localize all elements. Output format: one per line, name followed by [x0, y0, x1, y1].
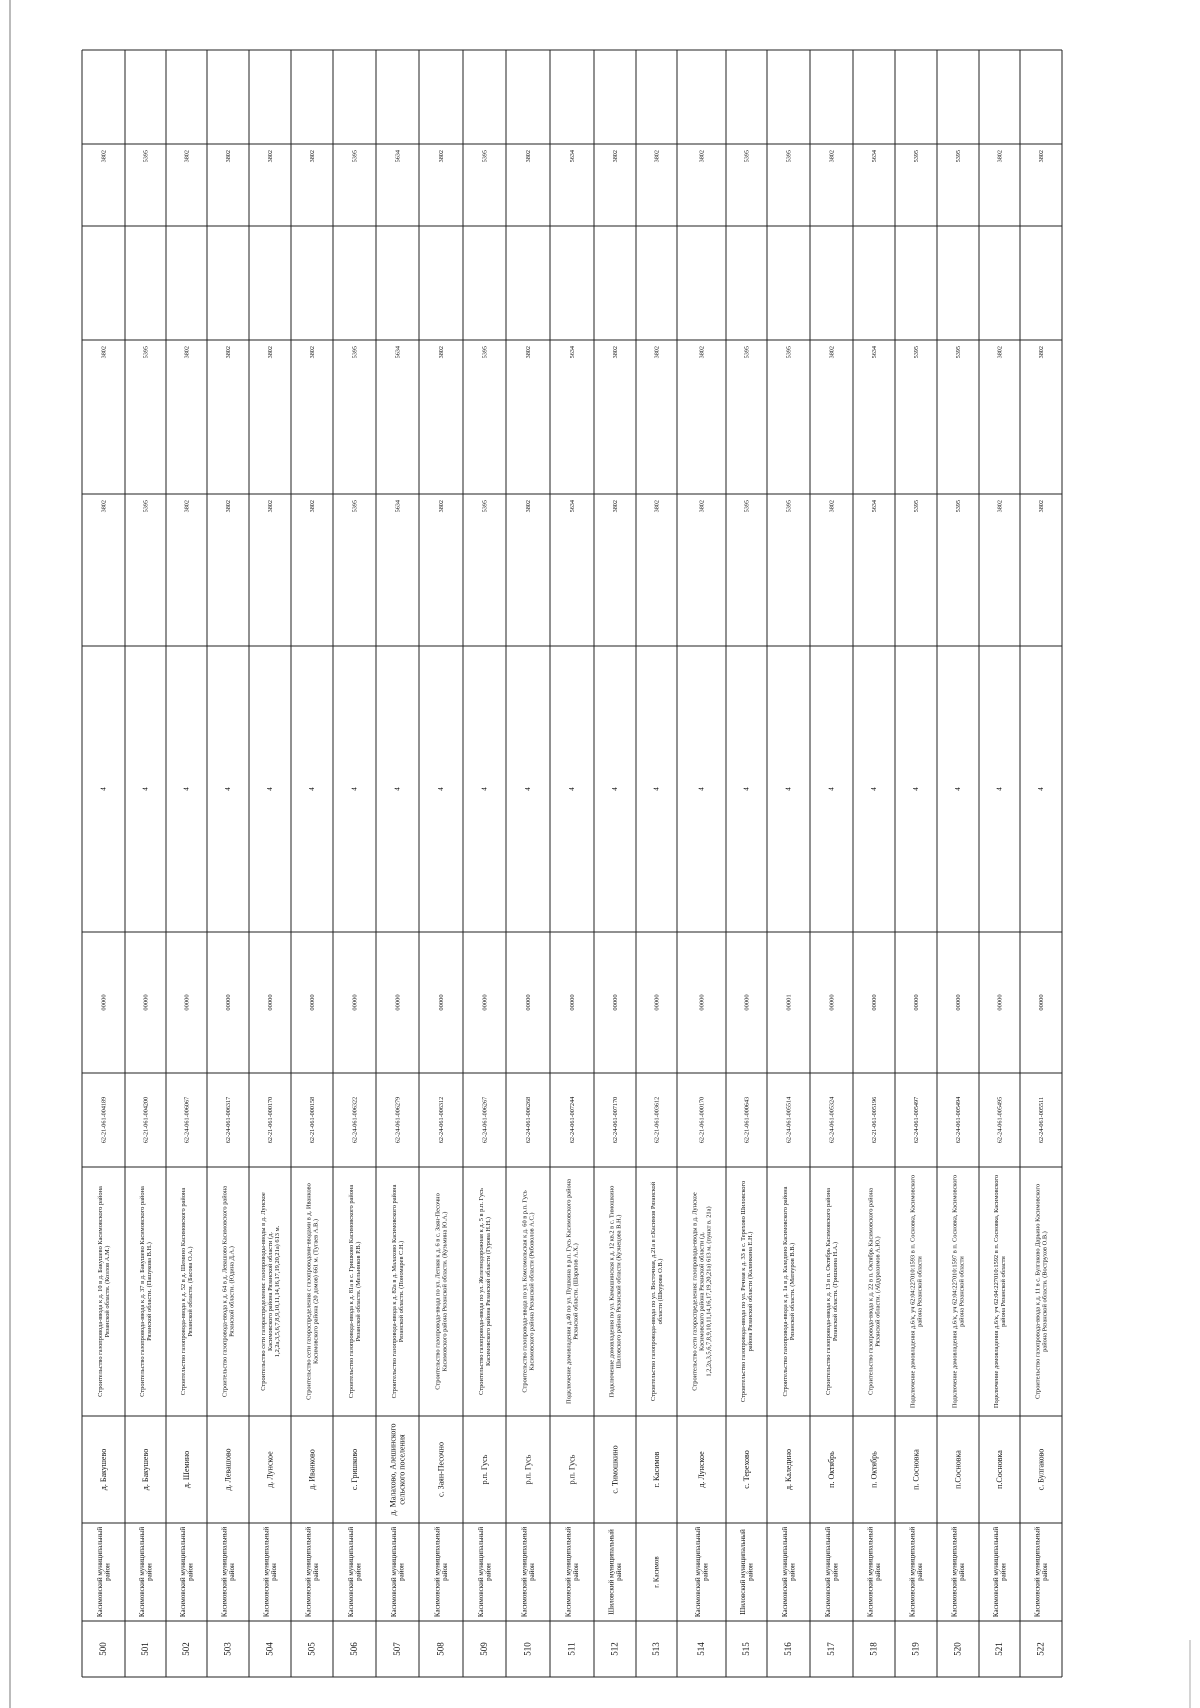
- cell-no: 519: [910, 1642, 921, 1656]
- cell-settlement: с. Тимошкино: [610, 1445, 620, 1494]
- cell-district: г. Касимов: [652, 1556, 661, 1588]
- cell-settlement: п. Октябрь: [869, 1451, 879, 1488]
- cell-no: 515: [741, 1642, 752, 1656]
- cell-code: 62-24-061-007244: [568, 1096, 576, 1144]
- cell-param: 4: [437, 787, 446, 791]
- cell-ctype: 00000: [183, 994, 191, 1011]
- cell-district: Касимовский муниципальныйрайон: [520, 1526, 536, 1618]
- cell-district: Касимовский муниципальныйрайон: [564, 1526, 580, 1618]
- cell-v2: 3802: [611, 346, 619, 359]
- cell-ctype: 00000: [437, 994, 445, 1011]
- cell-description: Строительство сети газораспределения: газопроводы-вводы в д. ЛунскоеКасимовского района Рязанской области (д.1,2,2а,3,5,6,7,8,9,10,11,14,16,17,19,20,21а) 613 м. (пункт в. 21а): [691, 1192, 713, 1391]
- cell-code: 62-24-061-006312: [437, 1096, 445, 1144]
- cell-v3: 3802: [524, 150, 532, 163]
- cell-ctype: 00000: [351, 994, 359, 1011]
- cell-settlement: д. Бакушево: [140, 1448, 150, 1491]
- cell-description: Подключение домовладения д.6/к, уч 62:04:227010:1593 в п. Сосновка, Касимовскогорайона Рязанской области: [909, 1174, 924, 1409]
- cell-v3: 3802: [828, 150, 836, 163]
- cell-v3: 5395: [785, 150, 793, 163]
- cell-description: Строительство газопровода-ввода к д. 22 в п. Октябрь Касимовского районаРязанской области. (Абдурахимов А.Ю.): [867, 1188, 882, 1395]
- cell-v3: 5634: [870, 150, 878, 163]
- cell-code: 62-21-061-000170: [698, 1096, 706, 1144]
- cell-param: 4: [480, 787, 489, 791]
- cell-district: Касимовский муниципальныйрайон: [950, 1526, 966, 1618]
- cell-param: 4: [141, 787, 150, 791]
- cell-ctype: 00000: [653, 994, 661, 1011]
- cell-v2: 5395: [912, 346, 920, 359]
- cell-no: 503: [222, 1642, 233, 1656]
- cell-v2: 3802: [308, 346, 316, 359]
- cell-v3: 5395: [912, 150, 920, 163]
- cell-no: 500: [98, 1642, 109, 1656]
- cell-v2: 5634: [394, 346, 402, 359]
- cell-v1: 5395: [142, 500, 150, 513]
- cell-v1: 3802: [828, 500, 836, 513]
- cell-param: 4: [182, 787, 191, 791]
- cell-settlement: р.п. Гусь: [523, 1454, 533, 1485]
- cell-description: Строительство газопровода-ввода к д. 81а в с. Гришково Касимовского районаРязанской области. (Мельников Р.В.): [347, 1184, 362, 1399]
- cell-v3: 3802: [611, 150, 619, 163]
- cell-param: 4: [995, 787, 1004, 791]
- cell-settlement: д. Лунское: [265, 1451, 275, 1488]
- cell-no: 510: [522, 1642, 533, 1656]
- cell-settlement: п.Сосновка: [994, 1450, 1004, 1489]
- cell-param: 4: [611, 787, 620, 791]
- cell-settlement: д. Каледино: [783, 1449, 793, 1490]
- cell-v1: 5395: [743, 500, 751, 513]
- cell-district: Шиловский муниципальныйрайон: [738, 1529, 755, 1615]
- cell-param: 4: [784, 787, 793, 791]
- cell-settlement: д. Лунское: [696, 1451, 706, 1488]
- cell-no: 514: [696, 1642, 707, 1656]
- cell-settlement: д. Шемино: [181, 1450, 191, 1489]
- cell-v3: 3802: [996, 150, 1004, 163]
- cell-param: 4: [568, 787, 577, 791]
- cell-v1: 5395: [954, 500, 962, 513]
- cell-description: Строительство газопровода-ввода по ул. Речная к д. 33 в с. Терехово Шиловскогорайона Рязанской области (Калинкина Е.Н.): [739, 1180, 754, 1403]
- cell-v2: 5634: [870, 346, 878, 359]
- cell-district: Касимовский муниципальныйрайон: [220, 1526, 236, 1618]
- cell-v3: 3802: [100, 150, 108, 163]
- cell-v2: 5395: [481, 346, 489, 359]
- cell-v1: 3802: [653, 500, 661, 513]
- cell-ctype: 00000: [224, 994, 232, 1011]
- cell-description: Строительство газопровода-ввода по ул. Восточная, д.21а в г.Касимов Рязанскойобласти (Шкурова О.В.): [649, 1181, 664, 1402]
- cell-no: 505: [306, 1642, 317, 1656]
- cell-v3: 5395: [142, 150, 150, 163]
- cell-ctype: 00000: [308, 994, 316, 1011]
- cell-code: 62-24-061-005495: [996, 1096, 1004, 1144]
- cell-v1: 5634: [568, 500, 576, 513]
- cell-no: 502: [181, 1642, 192, 1656]
- cell-description: Строительство газопровода-ввода к д. 52 в д. Шемино Касимовского районаРязанской области. (Басова О.А.): [179, 1187, 194, 1396]
- cell-ctype: 00000: [996, 994, 1004, 1011]
- cell-v1: 3802: [308, 500, 316, 513]
- cell-description: Строительство газопровода-ввода по ул. Железнодорожная к д. 5 в р.п. ГусьКасимовского района Рязанской области (Гурова Н.Н.): [477, 1188, 492, 1395]
- cell-district: Шиловский муниципальныйрайон: [607, 1529, 623, 1615]
- cell-v1: 3802: [100, 500, 108, 513]
- cell-code: 62-24-061-005497: [912, 1096, 920, 1144]
- cell-description: Строительство газопровода-ввода по ул. Комсомольская к д. 60 в р.п. ГусьКасимовского района Рязанской области (Рябоволов А.С.): [521, 1190, 536, 1393]
- cell-param: 4: [393, 787, 402, 791]
- cell-v1: 5395: [912, 500, 920, 513]
- cell-v2: 3802: [224, 346, 232, 359]
- cell-v1: 5395: [351, 500, 359, 513]
- cell-description: Строительство газопровода-ввода по ул. Летняя к д. 6 в с. Заян-ПесочноКасимовского района Рязанской области. (Кузьмина Ю.А.): [434, 1193, 449, 1390]
- cell-no: 508: [435, 1642, 446, 1656]
- cell-district: Касимовский муниципальныйрайон: [178, 1526, 195, 1618]
- cell-settlement: р.п. Гусь: [567, 1454, 577, 1485]
- cell-v1: 5634: [394, 500, 402, 513]
- cell-v1: 3802: [1037, 500, 1045, 513]
- cell-district: Касимовский муниципальныйрайон: [433, 1526, 449, 1618]
- cell-description: Строительство сети газораспределения: газопроводы-вводы в д. ЛунскоеКасимовского района Рязанской области (д.1,2,2а,3,5,6,7,8,9,10,11,14,16,17,19,20,21а) 613 м.: [259, 1192, 281, 1391]
- cell-settlement: д. Малахово, Алешинскогосельского поселения: [388, 1423, 407, 1516]
- cell-v2: 3802: [100, 346, 108, 359]
- cell-district: Касимовский муниципальныйрайон: [389, 1526, 406, 1618]
- cell-v2: 5395: [142, 346, 150, 359]
- cell-v2: 3802: [524, 346, 532, 359]
- cell-code: 62-24-061-006268: [524, 1096, 532, 1144]
- cell-code: 62-21-061-003612: [653, 1096, 661, 1144]
- cell-v1: 5634: [870, 500, 878, 513]
- cell-description: Строительство газопровода-ввода к д. 13 в п. Октябрь Касимовского районаРязанской области. (Гришкина Н.А.): [824, 1188, 839, 1395]
- cell-settlement: г. Касимов: [651, 1451, 661, 1488]
- cell-district: Касимовский муниципальныйрайон: [476, 1526, 493, 1618]
- cell-v1: 3802: [437, 500, 445, 513]
- cell-ctype: 00000: [828, 994, 836, 1011]
- cell-settlement: п.Сосновка: [953, 1450, 963, 1489]
- cell-v2: 3802: [183, 346, 191, 359]
- cell-ctype: 00001: [785, 994, 793, 1011]
- cell-param: 4: [224, 787, 233, 791]
- cell-v3: 5395: [481, 150, 489, 163]
- cell-description: Подключение домовладения д.40 по ул. Пушкина в р.п. Гусь Касимовского районаРязанской области. (Шарапов А.Х.): [565, 1179, 580, 1404]
- cell-no: 501: [140, 1642, 151, 1656]
- cell-ctype: 00000: [611, 994, 619, 1011]
- cell-v1: 5395: [785, 500, 793, 513]
- cell-ctype: 00000: [698, 994, 706, 1011]
- cell-v3: 3802: [266, 150, 274, 163]
- cell-district: Касимовский муниципальныйрайон: [991, 1526, 1008, 1618]
- cell-settlement: с. Булгаково: [1036, 1448, 1046, 1491]
- cell-code: 62-24-061-006267: [481, 1096, 489, 1144]
- cell-v3: 3802: [437, 150, 445, 163]
- cell-v3: 3802: [224, 150, 232, 163]
- cell-ctype: 00000: [954, 994, 962, 1011]
- cell-param: 4: [1037, 787, 1046, 791]
- cell-ctype: 00000: [1037, 994, 1045, 1011]
- cell-v1: 3802: [698, 500, 706, 513]
- cell-district: Касимовский муниципальныйрайон: [866, 1526, 882, 1618]
- cell-code: 62-21-061-004189: [100, 1096, 108, 1144]
- cell-ctype: 00000: [481, 994, 489, 1011]
- cell-v1: 3802: [524, 500, 532, 513]
- cell-v1: 3802: [996, 500, 1004, 513]
- cell-ctype: 00000: [142, 994, 150, 1011]
- cell-settlement: с. Терехово: [741, 1450, 751, 1489]
- cell-ctype: 00000: [568, 994, 576, 1011]
- cell-settlement: с. Заян-Песочно: [436, 1442, 446, 1497]
- cell-v3: 3802: [698, 150, 706, 163]
- cell-v2: 3802: [1037, 346, 1045, 359]
- cell-param: 4: [350, 787, 359, 791]
- cell-code: 62-24-061-005511: [1037, 1096, 1045, 1144]
- cell-v2: 5395: [351, 346, 359, 359]
- cell-district: Касимовский муниципальныйрайон: [137, 1526, 154, 1618]
- cell-no: 521: [994, 1642, 1005, 1656]
- cell-settlement: с. Гришково: [349, 1448, 359, 1491]
- cell-param: 4: [652, 787, 661, 791]
- cell-no: 516: [783, 1642, 794, 1656]
- cell-v3: 3802: [308, 150, 316, 163]
- cell-description: Строительство газопровода-ввода к д. 10 в д. Бакушево Касимовского районаРязанской области. (Козлов А.М.): [96, 1186, 111, 1397]
- cell-code: 62-21-061-000158: [308, 1096, 316, 1144]
- cell-param: 4: [266, 787, 275, 791]
- cell-no: 520: [952, 1642, 963, 1656]
- cell-param: 4: [99, 787, 108, 791]
- cell-code: 62-24-061-006067: [183, 1096, 191, 1144]
- cell-code: 62-21-061-005196: [870, 1096, 878, 1144]
- cell-settlement: п. Октябрь: [826, 1451, 836, 1488]
- cell-no: 522: [1035, 1642, 1046, 1656]
- cell-district: Касимовский муниципальныйрайон: [908, 1526, 924, 1618]
- cell-v2: 5634: [568, 346, 576, 359]
- cell-settlement: д. Левашово: [223, 1448, 233, 1491]
- cell-v3: 5634: [394, 150, 402, 163]
- cell-no: 513: [651, 1642, 662, 1656]
- cell-v2: 3802: [828, 346, 836, 359]
- cell-v2: 3802: [653, 346, 661, 359]
- cell-v1: 3802: [224, 500, 232, 513]
- cell-settlement: д. Бакушево: [98, 1448, 108, 1491]
- cell-district: Касимовский муниципальныйрайон: [346, 1526, 363, 1618]
- cell-v3: 5634: [568, 150, 576, 163]
- cell-description: Подключение домовладения д.6/к, уч 62:04:227010:1597 в п. Сосновка, Касимовскогорайона Рязанской области: [951, 1174, 966, 1409]
- cell-v2: 3802: [996, 346, 1004, 359]
- cell-no: 507: [392, 1642, 403, 1656]
- cell-code: 62-24-061-006317: [224, 1096, 232, 1144]
- cell-settlement: д. Иванково: [307, 1449, 317, 1490]
- cell-ctype: 00000: [870, 994, 878, 1011]
- cell-ctype: 00000: [912, 994, 920, 1011]
- cell-no: 511: [566, 1642, 577, 1656]
- cell-district: Касимовский муниципальныйрайон: [262, 1526, 278, 1618]
- cell-no: 517: [826, 1642, 837, 1656]
- cell-description: Строительство газопровода-ввода к д. 64 в д. Левашово Касимовского районаРязанской области. (Юдина Д.А.): [221, 1185, 236, 1398]
- cell-description: Подключение домовладения по ул. Камышинская к д. 12 кв.2 в с. ТимошкиноШиловского района Рязанской области (Кузнецова В.Н.): [608, 1185, 623, 1398]
- cell-district: Касимовский муниципальныйрайон: [693, 1526, 710, 1618]
- cell-v2: 3802: [698, 346, 706, 359]
- cell-description: Строительство газопровода-ввода к д. 82а в д. Малахово Касимовского районаРязанской области. (Пономарев С.Н.): [390, 1184, 405, 1399]
- cell-no: 509: [479, 1642, 490, 1656]
- cell-code: 62-21-061-004200: [142, 1096, 150, 1144]
- cell-district: Касимовский муниципальныйрайон: [780, 1526, 797, 1618]
- cell-v2: 5395: [743, 346, 751, 359]
- cell-v2: 3802: [437, 346, 445, 359]
- cell-param: 4: [870, 787, 879, 791]
- cell-code: 62-21-061-000170: [266, 1096, 274, 1144]
- cell-v2: 5395: [954, 346, 962, 359]
- cell-v1: 5395: [481, 500, 489, 513]
- cell-param: 4: [697, 787, 706, 791]
- cell-no: 518: [868, 1642, 879, 1656]
- cell-v1: 3802: [266, 500, 274, 513]
- cell-v2: 3802: [266, 346, 274, 359]
- cell-param: 4: [742, 787, 751, 791]
- cell-ctype: 00000: [266, 994, 274, 1011]
- cell-code: 62-24-061-007170: [611, 1096, 619, 1144]
- cell-description: Строительство газопровода-ввода к д. 37 в д. Бакушево Касимовского районаРязанской области. (Пашукова В.Н.): [138, 1186, 153, 1397]
- cell-v3: 5395: [954, 150, 962, 163]
- cell-v3: 5395: [743, 150, 751, 163]
- cell-code: 62-24-061-005494: [954, 1096, 962, 1144]
- cell-description: Строительство сети газораспределения с газопроводами-вводами в д. ИванковоКасимовского района (20 домов) 661 м. (Тугаев А.В.): [305, 1183, 320, 1400]
- cell-code: 62-24-061-005324: [828, 1096, 836, 1144]
- cell-v3: 3802: [183, 150, 191, 163]
- cell-district: Касимовский муниципальныйрайон: [95, 1526, 112, 1618]
- cell-param: 4: [308, 787, 317, 791]
- cell-code: 62-21-061-000643: [743, 1096, 751, 1144]
- cell-description: Строительство газопровода-ввода к д. 11 в с. Булгаково Дарьино Касимовскогорайона Рязанской области. (Вострухов О.В.): [1034, 1183, 1049, 1400]
- cell-code: 62-24-061-005514: [785, 1096, 793, 1144]
- cell-v3: 5395: [351, 150, 359, 163]
- cell-param: 4: [912, 787, 921, 791]
- cell-param: 4: [827, 787, 836, 791]
- cell-ctype: 00000: [100, 994, 108, 1011]
- cell-code: 62-24-061-006322: [351, 1096, 359, 1144]
- cell-v3: 3802: [653, 150, 661, 163]
- cell-param: 4: [524, 787, 533, 791]
- cell-param: 4: [954, 787, 963, 791]
- cell-settlement: р.п. Гусь: [479, 1454, 489, 1485]
- cell-district: Касимовский муниципальныйрайон: [823, 1526, 840, 1618]
- cell-description: Подключение домовладения д.6/к, уч 62:04:227010:1592 в п. Сосновка, Касимовскогорайона Рязанской области: [992, 1174, 1007, 1409]
- cell-district: Касимовский муниципальныйрайон: [304, 1526, 320, 1618]
- cell-v1: 3802: [611, 500, 619, 513]
- cell-ctype: 00000: [524, 994, 532, 1011]
- cell-code: 62-24-061-006279: [394, 1096, 402, 1144]
- cell-no: 512: [609, 1642, 620, 1656]
- cell-v2: 5395: [785, 346, 793, 359]
- cell-no: 506: [349, 1642, 360, 1656]
- cell-ctype: 00000: [743, 994, 751, 1011]
- cell-no: 504: [264, 1642, 275, 1656]
- cell-v3: 3802: [1037, 150, 1045, 163]
- cell-ctype: 00000: [394, 994, 402, 1011]
- cell-description: Строительство газопровода-ввода к д. 1а в д. Каледино Касимовского районаРязанской области. (Матеуров В.В.): [781, 1186, 796, 1397]
- cell-v1: 3802: [183, 500, 191, 513]
- cell-settlement: п. Сосновка: [911, 1449, 921, 1490]
- cell-district: Касимовский муниципальныйрайон: [1033, 1526, 1049, 1618]
